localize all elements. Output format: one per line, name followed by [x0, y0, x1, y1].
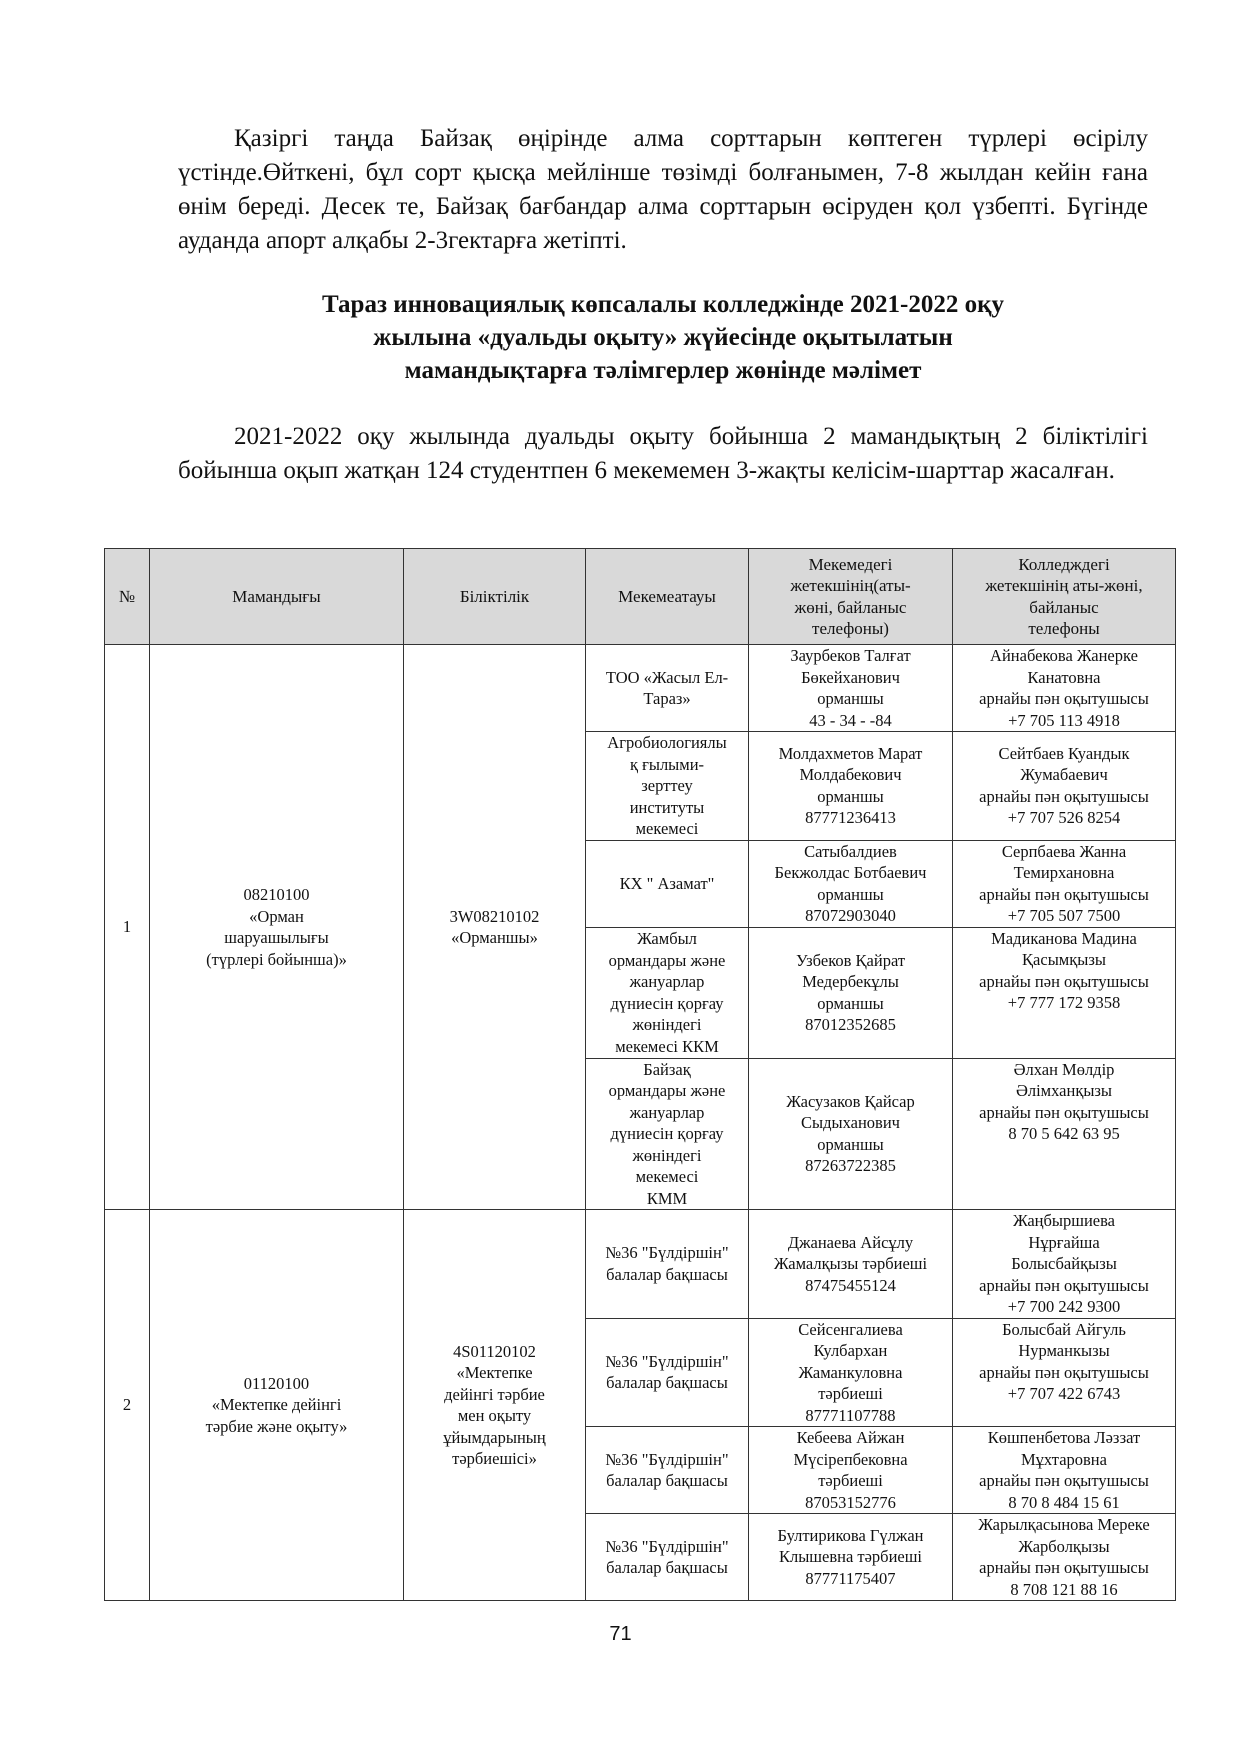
workplace-mentor-cell: Бултирикова Гүлжан Клышевна тәрбиеші 87771175407 — [749, 1514, 953, 1601]
col-header-institution: Мекемеатауы — [586, 549, 749, 645]
college-mentor-cell: Көшпенбетова Ләззат Мұхтаровна арнайы пән оқытушысы 8 70 8 484 15 61 — [953, 1427, 1176, 1514]
workplace-mentor-cell: Молдахметов Марат Молдабекович орманшы 87771236413 — [749, 732, 953, 841]
institution-cell: КХ " Азамат" — [586, 840, 749, 927]
college-mentor-cell: Мадиканова Мадина Қасымқызы арнайы пән оқытушысы +7 777 172 9358 — [953, 927, 1176, 1058]
workplace-mentor-cell: Жасузаков Қайсар Сыдыханович орманшы 87263722385 — [749, 1058, 953, 1210]
mentors-table — [104, 548, 1176, 1601]
institution-cell: №36 "Бүлдіршін" балалар бақшасы — [586, 1427, 749, 1514]
college-mentor-cell: Жаңбыршиева Нұрғайша Болысбайқызы арнайы пән оқытушысы +7 700 242 9300 — [953, 1210, 1176, 1319]
institution-cell: №36 "Бүлдіршін" балалар бақшасы — [586, 1514, 749, 1601]
college-mentor-cell: Айнабекова Жанерке Канатовна арнайы пән оқытушысы +7 705 113 4918 — [953, 645, 1176, 732]
row-number: 2 — [105, 1210, 150, 1601]
table-row — [105, 1210, 1176, 1319]
institution-cell: №36 "Бүлдіршін" балалар бақшасы — [586, 1210, 749, 1319]
institution-cell: Байзақ ормандары және жануарлар дүниесін қорғау жөніндегі мекемесі КММ — [586, 1058, 749, 1210]
qualification-cell: 4S01120102 «Мектепке дейінгі тәрбие мен оқыту ұйымдарының тәрбиешісі» — [404, 1210, 586, 1601]
institution-cell: ТОО «Жасыл Ел- Тараз» — [586, 645, 749, 732]
intro-paragraph: Қазіргі таңда Байзақ өңірінде алма сорттарын көптеген түрлері өсірілу үстінде.Өйткені, бұл сорт қысқа мейлінше төзімді болғанымен, 7-8 жылдан кейін ғана өнім береді. Десек те, Байзақ бағбандар алма сорттарын өсіруден қол үзбепті. Бүгінде ауданда апорт алқабы 2-3гектарға жетіпті. — [178, 125, 1148, 254]
specialty-cell: 01120100 «Мектепке дейінгі тәрбие және оқыту» — [150, 1210, 404, 1601]
summary-paragraph: 2021-2022 оқу жылында дуальды оқыту бойынша 2 мамандықтың 2 біліктілігі бойынша оқып жатқан 124 студентпен 6 мекемемен 3-жақты келісім-шарттар жасалған. — [178, 423, 1148, 484]
workplace-mentor-cell: Узбеков Қайрат Медербекұлы орманшы 87012352685 — [749, 927, 953, 1058]
table-row — [105, 645, 1176, 732]
qualification-cell: 3W08210102 «Орманшы» — [404, 645, 586, 1210]
college-mentor-cell: Серпбаева Жанна Темирхановна арнайы пән оқытушысы +7 705 507 7500 — [953, 840, 1176, 927]
workplace-mentor-cell: Сатыбалдиев Бекжолдас Ботбаевич орманшы 87072903040 — [749, 840, 953, 927]
col-header-mentor-college: Колледждегі жетекшінің аты-жөні, байланыс телефоны — [953, 549, 1176, 645]
col-header-specialty: Мамандығы — [150, 549, 404, 645]
institution-cell: Агробиологиялы қ ғылыми- зерттеу институты мекемесі — [586, 732, 749, 841]
workplace-mentor-cell: Кебеева Айжан Мүсірепбековна тәрбиеші 87053152776 — [749, 1427, 953, 1514]
page-number: 71 — [609, 1623, 632, 1645]
workplace-mentor-cell: Заурбеков Талғат Бөкейханович орманшы 43 - 34 - -84 — [749, 645, 953, 732]
row-number: 1 — [105, 645, 150, 1210]
heading-line: Тараз инновациялық көпсалалы колледжінде 2021-2022 оқу — [321, 291, 1004, 318]
col-header-no: № — [105, 549, 150, 645]
workplace-mentor-cell: Сейсенгалиева Кулбархан Жаманкуловна тәрбиеші 87771107788 — [749, 1318, 953, 1427]
section-heading — [178, 288, 1148, 387]
heading-line: жылына «дуальды оқыту» жүйесінде оқытылатын — [373, 324, 953, 351]
college-mentor-cell: Жарылқасынова Мереке Жарболқызы арнайы пән оқытушысы 8 708 121 88 16 — [953, 1514, 1176, 1601]
specialty-cell: 08210100 «Орман шаруашылығы (түрлері бойынша)» — [150, 645, 404, 1210]
college-mentor-cell: Әлхан Мөлдір Әлімханқызы арнайы пән оқытушысы 8 70 5 642 63 95 — [953, 1058, 1176, 1210]
col-header-mentor-workplace: Мекемедегі жетекшінің(аты- жөні, байланыс телефоны) — [749, 549, 953, 645]
table-header-row — [105, 549, 1176, 645]
institution-cell: Жамбыл ормандары және жануарлар дүниесін қорғау жөніндегі мекемесі ККМ — [586, 927, 749, 1058]
institution-cell: №36 "Бүлдіршін" балалар бақшасы — [586, 1318, 749, 1427]
college-mentor-cell: Сейтбаев Куандык Жумабаевич арнайы пән оқытушысы +7 707 526 8254 — [953, 732, 1176, 841]
col-header-qualification: Біліктілік — [404, 549, 586, 645]
heading-line: мамандықтарға тәлімгерлер жөнінде мәлімет — [404, 357, 922, 384]
college-mentor-cell: Болысбай Айгуль Нурманкызы арнайы пән оқытушысы +7 707 422 6743 — [953, 1318, 1176, 1427]
workplace-mentor-cell: Джанаева Айсұлу Жамалқызы тәрбиеші 87475455124 — [749, 1210, 953, 1319]
